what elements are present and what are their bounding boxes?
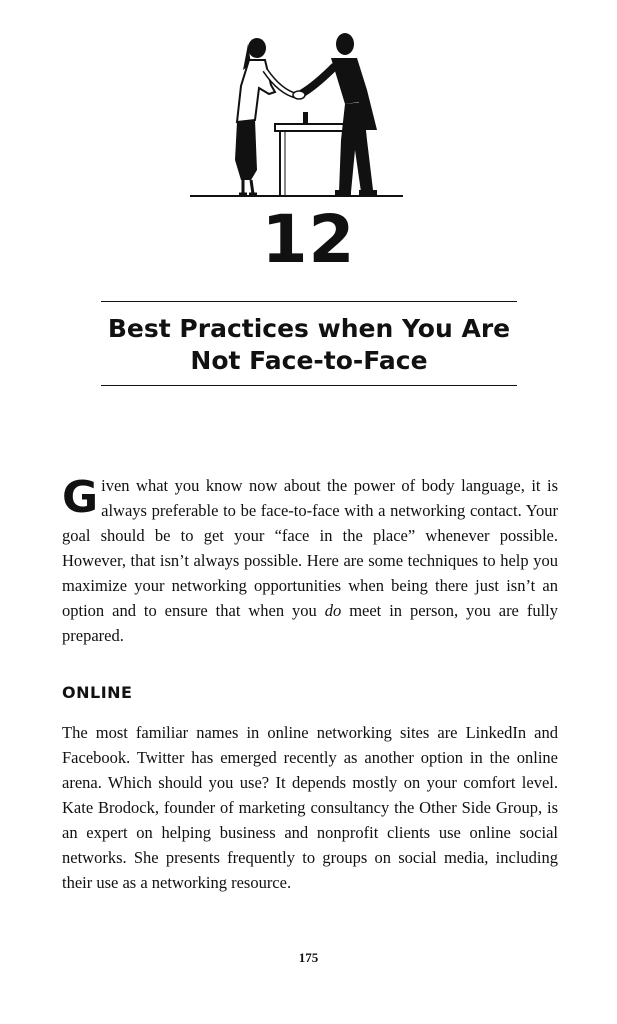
chapter-number: 12 [261, 201, 356, 278]
intro-text-end: meet in person, you are fully prepared. [62, 601, 558, 645]
section-paragraph: The most familiar names in online networking sites are LinkedIn and Facebook. Twitter has emerged recently as another option in the online arena. Which should you use? It depends mostly on your comfort level. Kate Brodock, founder of marketing consultancy the Other Side Group, is an expert on helping business and nonprofit clients use online social networks. She presents frequently to groups on social media, including their use as a networking resource. [62, 723, 558, 892]
chapter-title [101, 313, 517, 377]
chapter-title-line-2: Not Face-to-Face [190, 346, 428, 375]
title-rule-bottom [101, 385, 517, 386]
section-heading: ONLINE [62, 683, 133, 702]
drop-cap: G [62, 472, 99, 523]
intro-emphasis: do [324, 601, 342, 620]
intro-paragraph [62, 473, 558, 648]
page-number: 175 [298, 950, 319, 965]
intro-text-start: iven what you know now about the power of body language, it is always preferable to be face-to-face with a networking contact. Your goal should be to get your “face in the place” whenever possible. However, that isn’t always possible. Here are some techniques to help you maximize your networking opportunities when being there just isn’t an option and to ensure that when you [62, 476, 558, 620]
title-rule-top [101, 301, 517, 302]
chapter-title-line-1: Best Practices when You Are [107, 314, 511, 343]
handshake-illustration [185, 30, 405, 202]
